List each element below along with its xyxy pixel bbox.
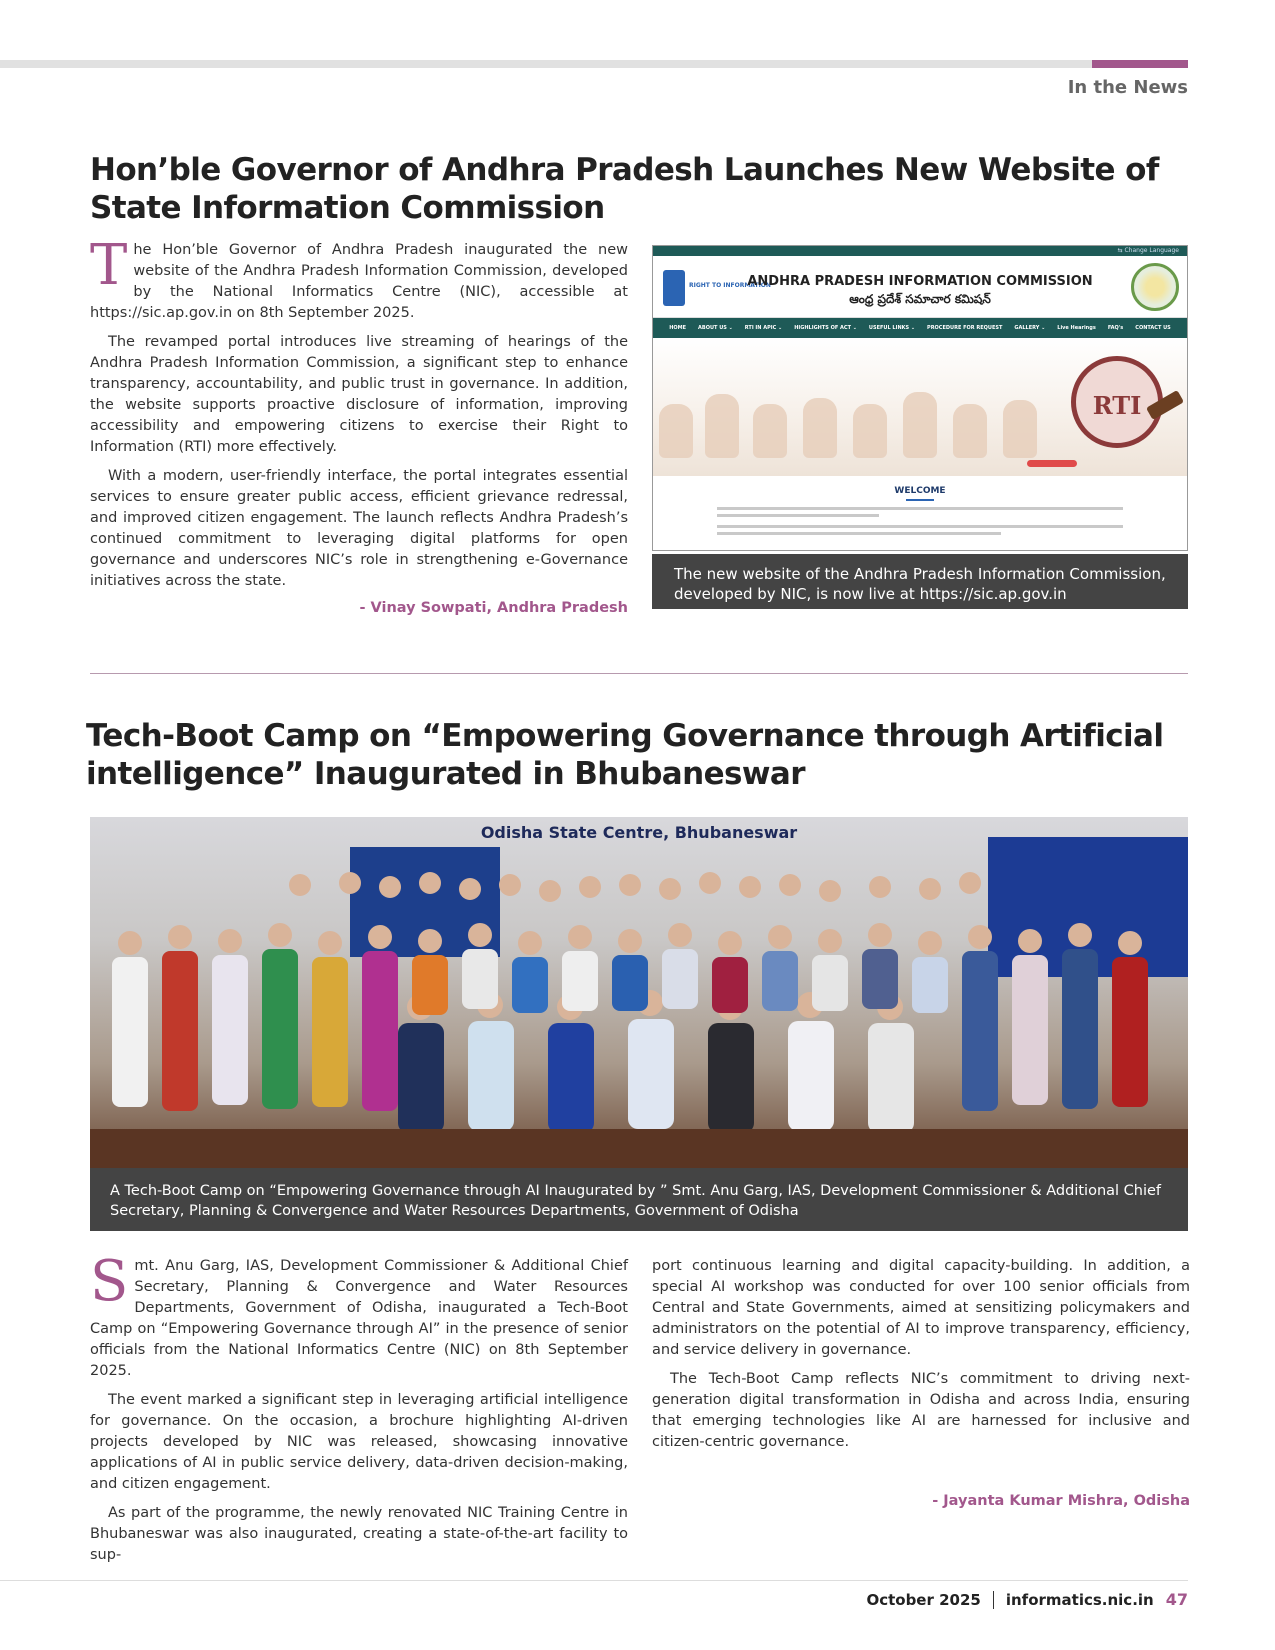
footer-rule [0, 1580, 1188, 1581]
article1-paragraph-3: With a modern, user-friendly interface, the portal integrates essential services to ensure greater public access, efficient grievance redressal, and improved citizen engagement. The launch reflects Andhra Pradesh’s continued commitment to leveraging digital platforms for open governance and underscores NIC’s role in strengthening e-Governance initiatives across the state. [90, 468, 628, 589]
article2-body-right [652, 1256, 1190, 1509]
article2-paragraph-1: mt. Anu Garg, IAS, Development Commissioner & Additional Chief Secretary, Planning & Convergence and Water Resources Departments, Government of Odisha, inaugurated a Tech-Boot Camp on “Empowering Governance through AI” in the presence of senior officials from the National Informatics Centre (NIC) on 8th September 2025. [90, 1258, 628, 1379]
article2-paragraph-4: The Tech-Boot Camp reflects NIC’s commitment to driving next-generation digital transformation in Odisha and across India, ensuring that emerging technologies like AI are harnessed for inclusive and citizen-centric governance. [652, 1371, 1190, 1450]
raised-fist-icon [659, 404, 693, 458]
article2-byline: - Jayanta Kumar Mishra, Odisha [932, 1493, 1190, 1509]
portal-welcome-text [653, 507, 1187, 535]
article2-paragraph-3: As part of the programme, the newly renovated NIC Training Centre in Bhubaneswar was also inaugurated, creating a state-of-the-art facility to sup- [90, 1505, 628, 1563]
portal-nav-item: PROCEDURE FOR REQUEST [927, 325, 1003, 331]
portal-nav-item: ABOUT US ⌄ [698, 325, 733, 331]
article1-title: Hon’ble Governor of Andhra Pradesh Launches New Website of State Information Commission [90, 152, 1159, 226]
article2-paragraph-2: The event marked a significant step in leveraging artificial intelligence for governance. On the occasion, a brochure highlighting AI-driven projects developed by NIC was released, showcasing innovative applications of AI in public service delivery, data-driven decision-making, and citizen engagement. [90, 1392, 628, 1492]
article1-body [90, 233, 628, 616]
group-of-people-illustration [90, 857, 1188, 1169]
photo-banner-text: Odisha State Centre, Bhubaneswar [480, 823, 798, 842]
portal-nav-item: USEFUL LINKS ⌄ [868, 325, 916, 331]
raised-fist-icon [953, 404, 987, 458]
footer-separator [993, 1591, 994, 1609]
top-rule [0, 60, 1188, 68]
footer-date: October 2025 [866, 1590, 981, 1609]
portal-nav-item: HIGHLIGHTS OF ACT ⌄ [794, 325, 857, 331]
group-photo [90, 817, 1188, 1169]
article1-byline: - Vinay Sowpati, Andhra Pradesh [359, 600, 628, 616]
portal-header [653, 256, 1187, 318]
commission-seal-icon [1131, 263, 1179, 311]
raised-fist-icon [753, 404, 787, 458]
raised-fist-icon [853, 404, 887, 458]
portal-hero-banner [653, 338, 1187, 476]
article1-image-caption: The new website of the Andhra Pradesh Information Commission, developed by NIC, is now live at https://sic.ap.gov.in [652, 554, 1188, 609]
portal-nav-item: FAQ's [1107, 325, 1124, 331]
portal-nav [653, 318, 1187, 338]
portal-nav-item: Live Hearings [1057, 325, 1096, 331]
rti-logo-text: RIGHT TO INFORMATION [689, 282, 771, 289]
raised-fist-icon [1003, 400, 1037, 458]
change-language-link: ⇆ Change Language [1117, 247, 1179, 254]
article2-image-caption: A Tech-Boot Camp on “Empowering Governance through AI Inaugurated by ” Smt. Anu Garg, IAS, Development Commissioner & Additional Chief Secretary, Planning & Convergence and Water Resources Departments, Government of Odisha [90, 1168, 1188, 1231]
article1-paragraph-1: he Hon’ble Governor of Andhra Pradesh inaugurated the new website of the Andhra Pradesh Information Commission, developed by the National Informatics Centre (NIC), accessible at https://sic.ap.gov.in on 8th September 2025. [90, 242, 628, 321]
article2-title: Tech-Boot Camp on “Empowering Governance through Artificial intelligence” Inaugurated in Bhubaneswar [86, 718, 1164, 792]
portal-nav-item: GALLERY ⌄ [1014, 325, 1046, 331]
top-accent-bar [1092, 60, 1188, 68]
article1-paragraph-2: The revamped portal introduces live streaming of hearings of the Andhra Pradesh Information Commission, a significant step to enhance transparency, accountability, and public trust in governance. In addition, the website supports proactive disclosure of information, improving accessibility and empowering citizens to exercise their Right to Information (RTI) more effectively. [90, 334, 628, 455]
page-number: 47 [1165, 1590, 1188, 1609]
article2-dropcap: S [90, 1249, 129, 1314]
rti-stamp-icon [1071, 356, 1163, 448]
raised-fist-icon [803, 398, 837, 458]
website-screenshot [652, 245, 1188, 551]
rti-stamp-text: RTI [1092, 391, 1142, 420]
portal-nav-item: RTI IN APIC ⌄ [744, 325, 783, 331]
article1-dropcap: T [90, 233, 128, 298]
portal-title-telugu: ఆంధ్ర ప్రదేశ్ సమాచార కమిషన్ [849, 292, 991, 306]
footer-website[interactable]: informatics.nic.in [1005, 1590, 1154, 1609]
raised-fist-icon [903, 392, 937, 458]
raised-fist-icon [705, 394, 739, 458]
portal-top-bar [653, 246, 1187, 256]
portal-notice-badge [1027, 460, 1077, 467]
portal-welcome-heading: WELCOME [894, 486, 946, 496]
page-footer [866, 1590, 1188, 1609]
section-label: In the News [1067, 77, 1188, 98]
portal-title: ANDHRA PRADESH INFORMATION COMMISSION [747, 274, 1093, 289]
article2-body-left [90, 1249, 628, 1574]
welcome-underline [906, 499, 934, 501]
article2-paragraph-3-continued: port continuous learning and digital capacity-building. In addition, a special AI workshop was conducted for over 100 senior officials from Central and State Governments, aimed at sensitizing policymakers and administrators on the potential of AI to improve transparency, efficiency, and service delivery in governance. [652, 1258, 1190, 1358]
portal-nav-item: CONTACT US [1135, 325, 1171, 331]
photo-chairs-row [90, 1129, 1188, 1169]
article-divider [90, 673, 1188, 674]
portal-nav-item: HOME [669, 325, 687, 331]
